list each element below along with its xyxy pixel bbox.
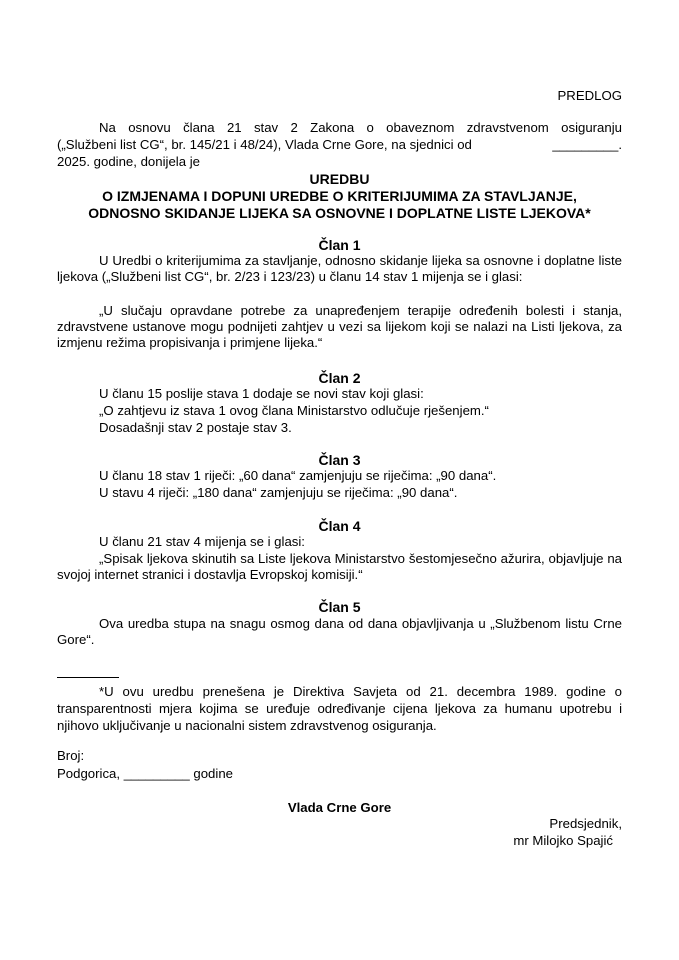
title-uredbu: UREDBU [309, 171, 370, 187]
article-2-line-2: „O zahtjevu iz stava 1 ovog člana Ministarstvo odlučuje rješenjem.“ [99, 403, 489, 418]
signer-name: mr Milojko Spajić [513, 833, 613, 848]
article-4-line-1: U članu 21 stav 4 mijenja se i glasi: [99, 534, 305, 549]
signer-title: Predsjednik, [549, 816, 622, 831]
place-date: Podgorica, _________ godine [57, 766, 233, 781]
intro-line-3: 2025. godine, donijela je [57, 154, 200, 169]
broj-label: Broj: [57, 748, 85, 763]
article-1-paragraph-1: U Uredbi o kriterijumima za stavljanje, odnosno skidanje lijeka sa osnovne i doplatne liste ljekova („Službeni list CG“, br. 2/23 i 123/23) u članu 14 stav 1 mijenja se i glasi: [57, 253, 622, 284]
article-1-paragraph-2: „U slučaju opravdane potrebe za unapređenjem terapije određenih bolesti i stanja, zdravstvene ustanove mogu podnijeti zahtjev u vezi sa lijekom koji se nalazi na Listi ljekova, za izmjenu režima propisivanja i primjene lijeka.“ [57, 303, 622, 350]
article-4-heading: Član 4 [318, 518, 361, 534]
footnote-separator [57, 677, 119, 678]
article-1-heading: Član 1 [318, 237, 361, 253]
intro-line-1: Na osnovu člana 21 stav 2 Zakona o obaveznom zdravstvenom osiguranju [99, 120, 622, 135]
predlog-label: PREDLOG [557, 88, 622, 103]
article-5-heading: Član 5 [318, 599, 361, 615]
article-3-heading: Član 3 [318, 452, 361, 468]
article-2-line-1: U članu 15 poslije stava 1 dodaje se novi stav koji glasi: [99, 386, 424, 401]
intro-line-2-text: („Službeni list CG“, br. 145/21 i 48/24), Vlada Crne Gore, na sjednici od [57, 137, 472, 152]
title-line-2: O IZMJENAMA I DOPUNI UREDBE O KRITERIJUMIMA ZA STAVLJANJE, [102, 188, 577, 204]
footnote-text: *U ovu uredbu prenešena je Direktiva Savjeta od 21. decembra 1989. godine o transparentnosti mjera kojima se uređuje određivanje cijena ljekova za humanu upotrebu i njihovo uključivanje u nacionalni sistem zdravstvenog osiguranja. [57, 684, 622, 733]
article-3-line-2: U stavu 4 riječi: „180 dana“ zamjenjuju se riječima: „90 dana“. [99, 485, 458, 500]
intro-date-blank: _________. [552, 137, 622, 152]
article-5-paragraph-1: Ova uredba stupa na snagu osmog dana od dana objavljivanja u „Službenom listu Crne Gore“. [57, 616, 622, 647]
article-4-paragraph-2: „Spisak ljekova skinutih sa Liste ljekova Ministarstvo šestomjesečno ažurira, objavljuje na svojoj internet stranici i dostavlja Evropskoj komisiji.“ [57, 551, 622, 582]
title-line-3: ODNOSNO SKIDANJE LIJEKA SA OSNOVNE I DOPLATNE LISTE LJEKOVA* [88, 205, 591, 221]
article-3-line-1: U članu 18 stav 1 riječi: „60 dana“ zamjenjuju se riječima: „90 dana“. [99, 468, 497, 483]
government-name: Vlada Crne Gore [287, 800, 392, 815]
article-2-heading: Član 2 [318, 370, 361, 386]
article-2-line-3: Dosadašnji stav 2 postaje stav 3. [99, 420, 292, 435]
intro-line-2 [57, 137, 622, 153]
